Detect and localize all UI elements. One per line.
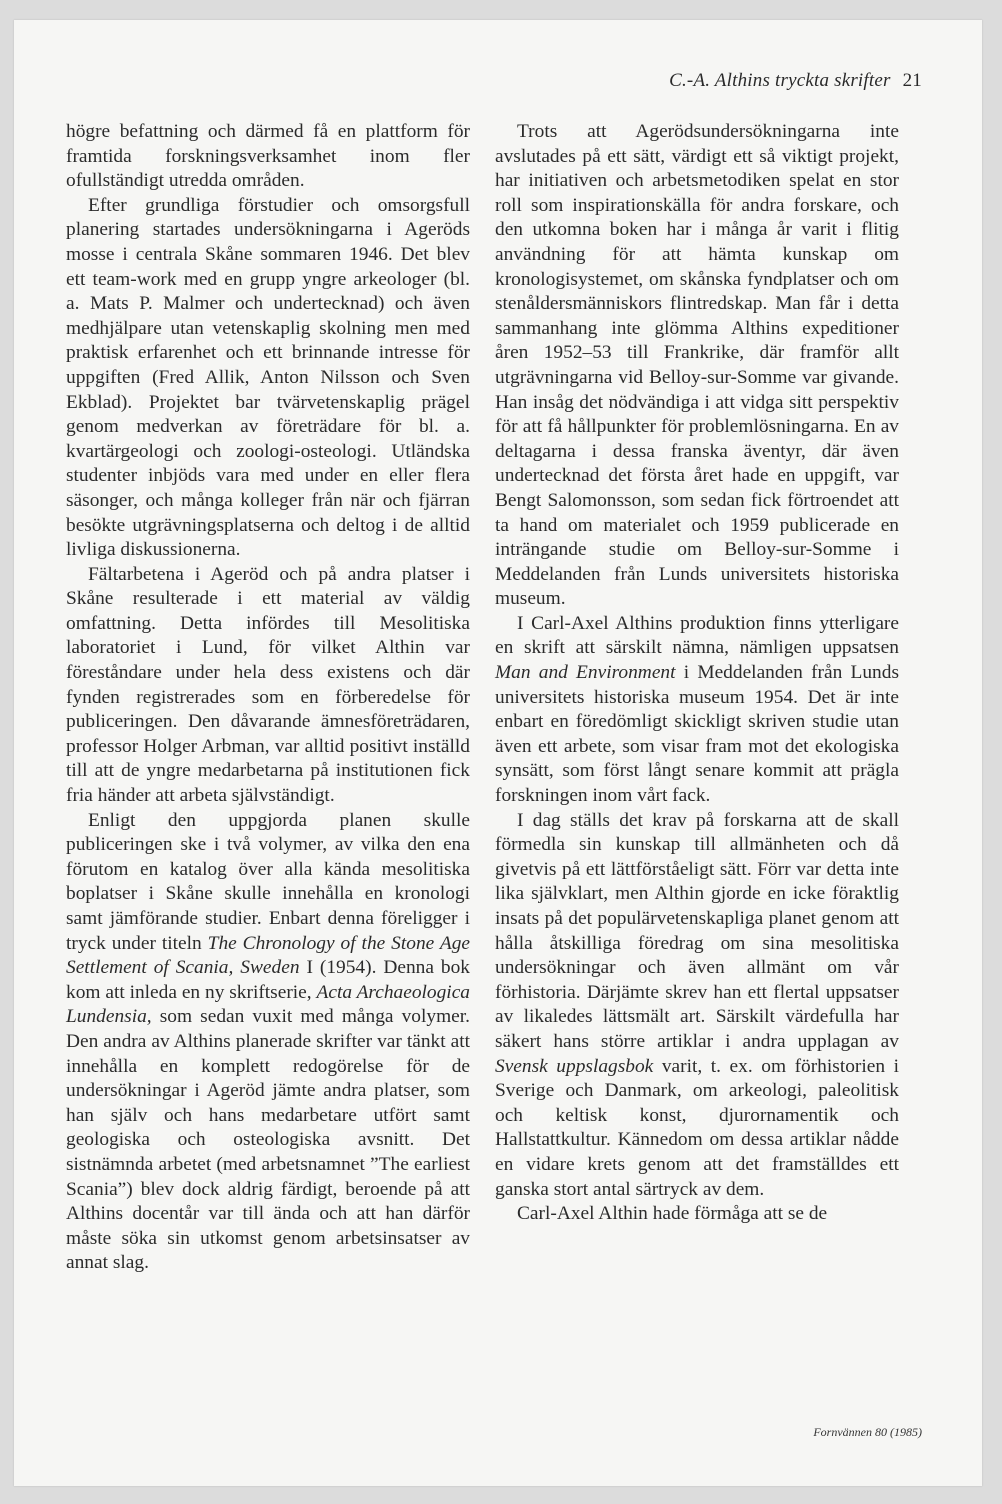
paragraph: Carl-Axel Althin hade förmåga att se de <box>517 1203 828 1225</box>
left-column <box>66 120 470 1276</box>
journal-footer: Fornvännen 80 (1985) <box>813 1425 922 1439</box>
paragraph-text: som sedan vuxit med många volymer. Den andra av Althins planerade skrifter var tänkt att innehålla en komplett redogörelse för de undersökningar i Ageröd jämte andra platser, som han själv och hans medarbetare utfört samt geologiska och osteologiska avsnitt. Det sistnämnda arbetet (med arbetsnamnet ”The earliest Scania”) blev dock aldrig färdigt, beroende på att Althins docentår var till ända och att han därför måste söka sin utkomst genom arbetsinsatser av annat slag. <box>66 1006 470 1274</box>
right-column <box>495 120 899 1227</box>
paragraph: Trots att Agerödsundersökningarna inte avslutades på ett sätt, värdigt ett så viktigt projekt, har initiativen och arbetsmetodiken spelat en stor roll som inspirationskälla för andra forskare, och den utkomna boken har i många år varit i flitig användning för att hämta kunskap om kronologisystemet, om skånska fyndplatser och om stenåldersmänniskors flintredskap. Man får i detta sammanhang inte glömma Althins expeditioner åren 1952–53 till Frankrike, där framför allt utgrävningarna vid Belloy-sur-Somme var givande. Han insåg det nödvändiga i att vidga sitt perspektiv för att få hållpunkter för problemlösningarna. En av deltagarna i dessa franska äventyr, där även undertecknad det första året hade en uppgift, var Bengt Salomonsson, som sedan fick förtroendet att ta hand om materialet och 1959 publicerade en inträngande studie om Belloy-sur-Somme i Meddelanden från Lunds universitets historiska museum. <box>495 121 899 610</box>
paragraph-text: I (1954). Denna bok kom att inleda en ny skriftserie, <box>66 957 470 1003</box>
paragraph-text: varit, t. ex. om förhistorien i Sverige och Danmark, om arkeologi, paleolitisk och keltisk konst, djurornamentik och Hallstattkultur. Kännedom om dessa artiklar nådde en vidare krets genom att det framställdes ett ganska stort antal särtryck av dem. <box>495 1055 899 1200</box>
article-title: Man and Environment <box>495 662 676 684</box>
series-title: Acta Archaeologica Lundensia, <box>66 981 471 1028</box>
paragraph <box>66 809 470 1276</box>
paragraph: Efter grundliga förstudier och omsorgsfull planering startades undersökningarna i Ageröds mosse i centrala Skåne sommaren 1946. Det blev ett team-work med en grupp yngre arkeologer (bl. a. Mats P. Malmer och undertecknad) och även medhjälpare utan vetenskaplig skolning men med praktisk erfarenhet och ett brinnande intresse för uppgiften (Fred Allik, Anton Nilsson och Sven Ekblad). Projektet bar tvärvetenskaplig prägel genom medverkan av företrädare för bl. a. kvartärgeologi och zoologi-osteologi. Utländska studenter inbjöds vara med under en eller flera säsonger, och många kolleger från när och fjärran besökte utgrävningsplatserna och deltog i de alltid livliga diskussionerna. <box>66 194 470 561</box>
encyclopedia-title: Svensk uppslagsbok <box>495 1055 654 1077</box>
page-number: 21 <box>902 70 922 91</box>
journal-page <box>14 20 982 1486</box>
paragraph-text: Enligt den uppgjorda planen skulle publiceringen ske i två volymer, av vilka den ena förutom en katalog över alla kända mesolitiska boplatser i Skåne skulle innehålla en kronologi samt jämförande studier. Enbart denna föreligger i tryck under titeln <box>66 809 470 954</box>
paragraph-text: I Carl-Axel Althins produktion finns ytterligare en skrift att särskilt nämna, nämligen uppsatsen <box>495 612 899 659</box>
paragraph: Fältarbetena i Ageröd och på andra platser i Skåne resulterade i ett material av väldig omfattning. Detta infördes till Mesolitiska laboratoriet i Lund, för vilket Althin var föreståndare under hela dess existens och där fynden registrerades som en förberedelse för publiceringen. Den dåvarande ämnesföreträdaren, professor Holger Arbman, var alltid positivt inställd till att de yngre medarbetarna på institutionen fick fria händer att arbeta självständigt. <box>66 563 470 807</box>
paragraph: högre befattning och därmed få en plattform för framtida forskningsverksamhet inom fler ofullständigt utredda områden. <box>66 121 470 192</box>
paragraph-text: I dag ställs det krav på forskarna att de skall förmedla sin kunskap till allmänheten och då givetvis på ett lättförståeligt sätt. Förr var detta inte lika självklart, men Althin gjorde en icke föraktlig insats på det populärvetenskapliga planet genom att hålla åtskilliga föredrag om sina mesolitiska undersökningar och även allmänt om vår förhistoria. Därjämte skrev han ett flertal uppsatser av likaledes lättsmält art. Särskilt värdefulla har säkert hans större artiklar i andra upplagan av <box>495 809 899 1052</box>
book-title: The Chronology of the Stone Age Settlement of Scania, Sweden <box>66 932 470 979</box>
running-title: C.-A. Althins tryckta skrifter <box>669 70 891 91</box>
paragraph-text: i Meddelanden från Lunds universitets historiska museum 1954. Det är inte enbart en föredömligt skickligt skriven studie utan även ett arbete, som visar fram mot det ekologiska synsätt, som först långt senare kommit att prägla forskningen inom vårt fack. <box>495 662 899 807</box>
paragraph <box>495 612 899 809</box>
running-head <box>669 70 922 92</box>
paragraph <box>495 809 899 1203</box>
